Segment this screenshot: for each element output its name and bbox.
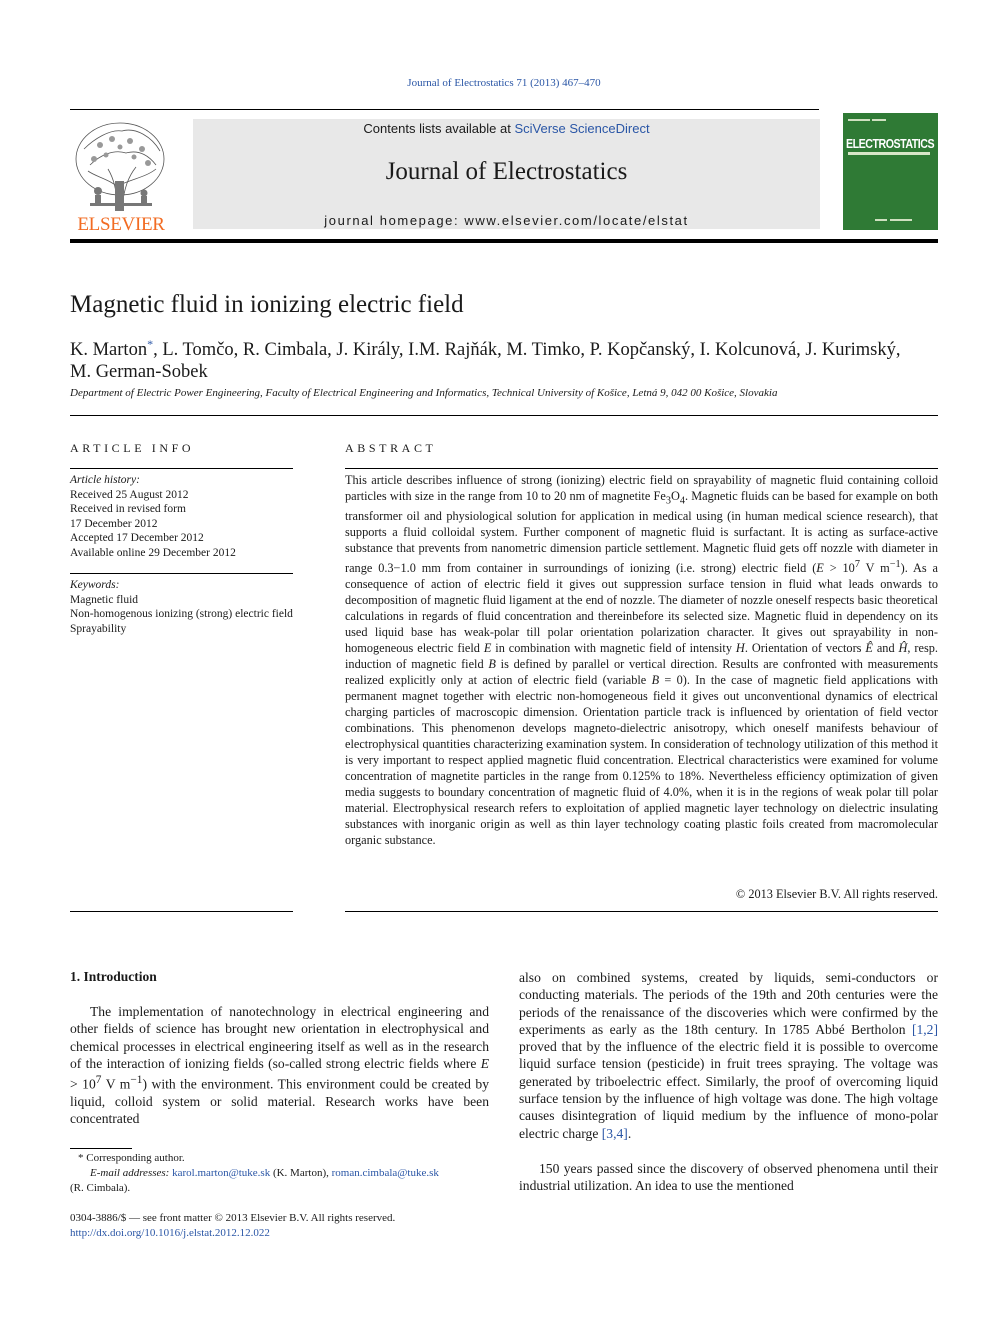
keyword: Sprayability [70, 622, 127, 635]
issn-block [70, 1211, 489, 1240]
history-item: 17 December 2012 [70, 517, 158, 530]
abstract-seg: V m [859, 561, 890, 576]
article-info-heading: ARTICLE INFO [70, 441, 195, 455]
math-var: B [488, 657, 496, 672]
superscript: −1 [889, 559, 901, 571]
intro-paragraph-2: 150 years passed since the discovery of observed phenomena until their industrial utilization. An idea to use the mentioned [519, 1161, 938, 1194]
authors-rest: , L. Tomčo, R. Cimbala, J. Király, I.M. Rajňák, M. Timko, P. Kopčanský, I. Kolcunová, J. Kurimský, [153, 340, 901, 361]
superscript: −1 [130, 1074, 143, 1087]
email-line [70, 1166, 489, 1181]
math-var: E [816, 561, 824, 576]
copyright-notice: © 2013 Elsevier B.V. All rights reserved. [735, 887, 938, 901]
cover-subtitle [848, 152, 930, 155]
abstract-seg: is defined by parallel or vertical direction. Results are confronted with measurements realized explicitly only at action of electric field (variable [345, 657, 938, 687]
math-var: B [651, 672, 660, 687]
abstract-seg: = 0 [659, 672, 683, 687]
abstract-seg: ). As a consequence of action of electric field it gives out suppression surface tension in fluid what leads onwards to decomposition of magnetic fluid ligament at the end of nozzle. The diameter of nozzle oneself respects basic theoretical calculations in regards of fluid concentration and thereinbefore its selected size. Magnetic fluid in dependency on its used liquid base has weak-polar till polar orientation polarization character. It gives out sprayability in non-homogeneous electric field [345, 561, 938, 656]
article-title: Magnetic fluid in ionizing electric field [70, 291, 464, 318]
footnotes [70, 1151, 489, 1195]
subscript: 4 [679, 495, 685, 507]
email-label: E-mail addresses: [90, 1166, 173, 1179]
email-link[interactable]: karol.marton@tuke.sk [172, 1166, 271, 1179]
body-seg: also on combined systems, created by liquids, semi-conductors or conducting materials. The periods of the 19th and 20th centuries were the periods of the renaissance of the discoveries which were confirmed by the experiments as early as the 18th century. In 1785 Abbé Bertholon [519, 970, 938, 1037]
cover-top-text [848, 118, 908, 124]
journal-cover[interactable] [843, 113, 938, 230]
keyword: Magnetic fluid [70, 593, 139, 606]
homepage-url[interactable]: www.elsevier.com/locate/elstat [464, 213, 689, 228]
homepage-prefix: journal homepage: [324, 213, 465, 228]
email-link[interactable]: roman.cimbala@tuke.sk [331, 1166, 439, 1179]
superscript: 7 [95, 1074, 102, 1087]
contents-line [193, 121, 820, 136]
citation-link[interactable]: [1,2] [911, 1021, 938, 1037]
keywords-rule [70, 573, 293, 574]
abstract-text [345, 473, 938, 848]
intro-paragraph [70, 1003, 489, 1128]
contents-prefix: Contents lists available at [363, 121, 515, 136]
cover-title: ELECTROSTATICS [846, 136, 935, 151]
issn-line: 0304-3886/$ — see front matter © 2013 Elsevier B.V. All rights reserved. [70, 1212, 396, 1224]
cover-footer [875, 218, 915, 224]
keywords [70, 578, 293, 636]
keywords-label: Keywords: [70, 579, 120, 591]
corresponding-star[interactable]: * [147, 337, 154, 351]
section-heading: 1. Introduction [70, 969, 157, 984]
abstract-seg: This article describes influence of strong (ionizing) electric field on sprayability of magnetic fluid containing colloid particles with size in the range from 10 to 20 nm of magnetite Fe [345, 473, 938, 503]
superscript: 7 [854, 559, 860, 571]
author-corresponding[interactable]: K. Marton [70, 340, 148, 361]
keyword: Non-homogenous ionizing (strong) electric field [70, 608, 293, 620]
abstract-seg: and [872, 641, 899, 656]
doi-link[interactable]: http://dx.doi.org/10.1016/j.elstat.2012.12.022 [70, 1226, 270, 1239]
abstract-end-rule [345, 911, 938, 912]
body-seg: The implementation of nanotechnology in electrical engineering and other fields of science has brought new orientation in electrophysical and chemical processes in electrical engineering itself as well as in the research of the interaction of ionizing fields (so-called strong electric fields where [70, 1004, 489, 1071]
email-owner: (K. Marton), [270, 1166, 332, 1179]
math-var: Ê [865, 641, 873, 656]
history-label: Article history: [70, 474, 140, 486]
abstract-seg: ). In the case of magnetic field applications with permanent magnet together with electric non-homogeneous field it gives out unconventional dynamics of electrical charging particles of macroscopic dimension. Orientation particle track is influenced by orientation of field vector combinations. This phenomenon develops magneto-dielectric anisotropy, which oneself manifests behaviour of electrophysical quantities characterizing examination system. In consideration of technology utilization of this method it is very important to respect applied magnetic fluid concentration. Electrical characteristics were examined for volume concentration of magnetite particles in the range from 0.125% to 18%. Nevertheless efficiency optimization of given media suggests to boundary concentration of magnetic fluid of 4.0%, when it is in the regions of weak polar till polar material. Electrophysical research refers to exploitation of applied magnetic layer technology on dielectric insulating substances with inorganic origin as well as thin layer technology coating plastic foils created from macromolecular organic substance. [345, 672, 938, 847]
journal-title: Journal of Electrostatics [385, 158, 628, 185]
sciencedirect-link[interactable]: SciVerse ScienceDirect [514, 121, 650, 136]
history-item: Available online 29 December 2012 [70, 546, 236, 559]
journal-citation[interactable]: Journal of Electrostatics 71 (2013) 467–470 [407, 77, 601, 89]
corresponding-author-note: * Corresponding author. [78, 1152, 185, 1164]
abstract-rule [345, 468, 938, 469]
elsevier-wordmark[interactable]: ELSEVIER [77, 214, 165, 235]
math-var: E [480, 1055, 489, 1071]
abstract-seg: , resp. induction of magnetic field [345, 641, 938, 672]
abstract-seg: . Magnetic fluids can be based for example on both transformer oil and physiological solution for application in medical using (in human medical science research), that supports a fluid colloidal system. Further component of magnetic fluid is surfactant. It is acting as surface-active substance that prevents from nanometric dimension particle settlement. Magnetic fluid gets off nozzle with diameter in range 0.3−1.0 mm from container in surroundings of ionizing (i.e. strong) electric field ( [345, 488, 939, 576]
title-rule [70, 415, 938, 416]
author-list [70, 333, 938, 383]
subscript: 3 [665, 495, 671, 507]
math-var: Ĥ [898, 641, 908, 656]
abstract-heading: ABSTRACT [345, 441, 437, 455]
body-seg: V m [101, 1076, 131, 1092]
abstract-seg: O [670, 488, 680, 503]
math-var: E [483, 641, 492, 656]
email-owner-line: (R. Cimbala). [70, 1181, 131, 1194]
header-thick-rule [70, 239, 938, 243]
body-seg: proved that by the influence of the electric field it is possible to overcome liquid surface tension (pesticide) in fruit trees spraying. The voltage was generated by triboelectric effect. Similarly, the proof of overcoming liquid surface tension by the influence of high voltage was done. The high voltage causes disintegration of liquid medium by the influence of mono-polar electric charge [519, 1039, 938, 1141]
math-var: H [735, 641, 745, 656]
abstract-seg: . Orientation of vectors [744, 641, 866, 656]
abstract-seg: in combination with magnetic field of intensity [491, 641, 736, 656]
article-info-end-rule [70, 911, 293, 912]
abstract-seg: > 10 [823, 561, 855, 576]
journal-homepage [193, 213, 820, 228]
authors-line2: M. German-Sobek [70, 362, 208, 383]
body-seg: > 10 [70, 1076, 96, 1092]
header-rule [70, 109, 819, 110]
affiliation: Department of Electric Power Engineering, Faculty of Electrical Engineering and Informatics, Technical University of Košice, Letná 9, 042 00 Košice, Slovakia [70, 387, 778, 399]
body-seg: . [627, 1125, 632, 1141]
history-item: Accepted 17 December 2012 [70, 532, 204, 544]
history-item: Received in revised form [70, 503, 186, 515]
body-seg: ) with the environment. This environment could be created by liquid, colloid system or solid material. Research works have been concentrated [70, 1076, 489, 1127]
intro-paragraph-continued [519, 969, 938, 1142]
history-item: Received 25 August 2012 [70, 488, 189, 501]
footnote-rule [70, 1148, 132, 1149]
article-history [70, 473, 293, 560]
citation-link[interactable]: [3,4] [601, 1125, 628, 1141]
article-info-rule [70, 468, 293, 469]
